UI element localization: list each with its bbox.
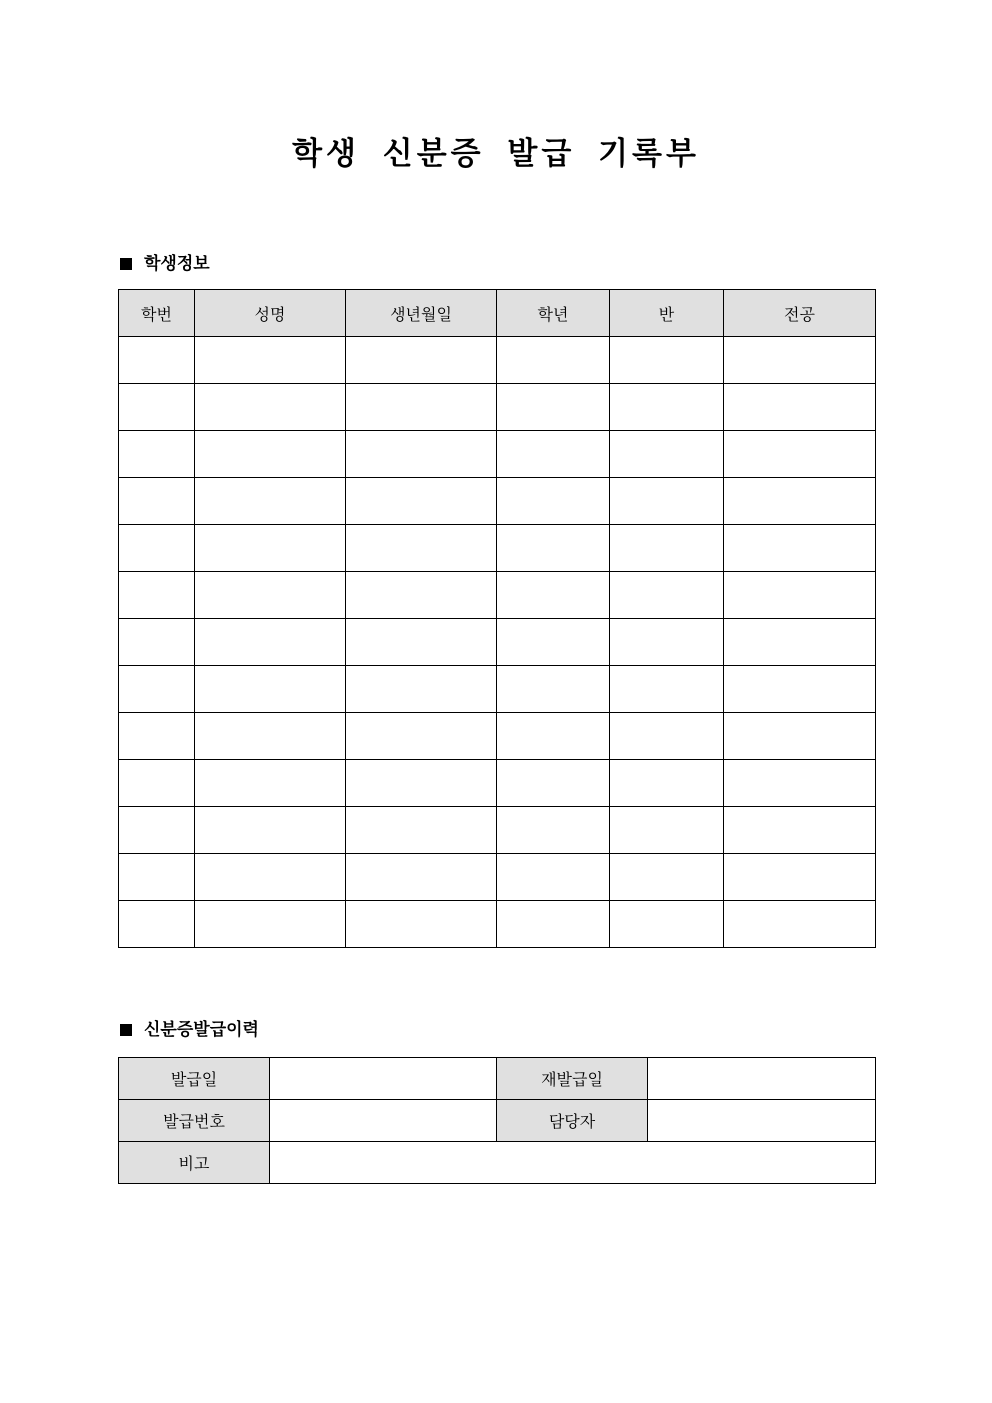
- student-id-cell[interactable]: [119, 337, 195, 384]
- major-cell[interactable]: [724, 525, 876, 572]
- table-row: [119, 1100, 876, 1142]
- table-row: [119, 760, 876, 807]
- birthdate-cell[interactable]: [346, 525, 497, 572]
- column-header-name: 성명: [195, 290, 346, 337]
- reissue-date-label: 재발급일: [497, 1058, 648, 1100]
- grade-cell[interactable]: [497, 854, 610, 901]
- major-cell[interactable]: [724, 901, 876, 948]
- grade-cell[interactable]: [497, 478, 610, 525]
- student-id-cell[interactable]: [119, 431, 195, 478]
- student-id-cell[interactable]: [119, 619, 195, 666]
- name-cell[interactable]: [195, 525, 346, 572]
- name-cell[interactable]: [195, 901, 346, 948]
- table-row: [119, 1058, 876, 1100]
- grade-cell[interactable]: [497, 431, 610, 478]
- major-cell[interactable]: [724, 713, 876, 760]
- student-id-cell[interactable]: [119, 854, 195, 901]
- column-header-class: 반: [610, 290, 724, 337]
- column-header-student-id: 학번: [119, 290, 195, 337]
- table-row: [119, 807, 876, 854]
- table-row: [119, 431, 876, 478]
- major-cell[interactable]: [724, 619, 876, 666]
- name-cell[interactable]: [195, 572, 346, 619]
- major-cell[interactable]: [724, 431, 876, 478]
- birthdate-cell[interactable]: [346, 619, 497, 666]
- table-row: [119, 337, 876, 384]
- issue-number-label: 발급번호: [119, 1100, 270, 1142]
- page-title: 학생 신분증 발급 기록부: [292, 136, 700, 172]
- table-row: [119, 619, 876, 666]
- issue-date-field[interactable]: [270, 1058, 497, 1100]
- birthdate-cell[interactable]: [346, 337, 497, 384]
- birthdate-cell[interactable]: [346, 713, 497, 760]
- table-row: [119, 572, 876, 619]
- student-id-cell[interactable]: [119, 901, 195, 948]
- issue-history-heading-label: 신분증발급이력: [144, 1020, 259, 1040]
- table-row: [119, 666, 876, 713]
- student-id-cell[interactable]: [119, 713, 195, 760]
- name-cell[interactable]: [195, 431, 346, 478]
- class-cell[interactable]: [610, 713, 724, 760]
- major-cell[interactable]: [724, 478, 876, 525]
- class-cell[interactable]: [610, 478, 724, 525]
- class-cell[interactable]: [610, 854, 724, 901]
- remarks-field[interactable]: [270, 1142, 876, 1184]
- major-cell[interactable]: [724, 572, 876, 619]
- grade-cell[interactable]: [497, 760, 610, 807]
- square-bullet-icon: [120, 1024, 132, 1036]
- table-row: [119, 854, 876, 901]
- birthdate-cell[interactable]: [346, 572, 497, 619]
- student-info-heading: [120, 252, 210, 276]
- major-cell[interactable]: [724, 384, 876, 431]
- table-row: [119, 384, 876, 431]
- name-cell[interactable]: [195, 478, 346, 525]
- class-cell[interactable]: [610, 619, 724, 666]
- square-bullet-icon: [120, 258, 132, 270]
- grade-cell[interactable]: [497, 525, 610, 572]
- table-row: [119, 525, 876, 572]
- major-cell[interactable]: [724, 666, 876, 713]
- student-id-cell[interactable]: [119, 807, 195, 854]
- student-table-body: [119, 337, 876, 948]
- birthdate-cell[interactable]: [346, 431, 497, 478]
- major-cell[interactable]: [724, 337, 876, 384]
- grade-cell[interactable]: [497, 619, 610, 666]
- grade-cell[interactable]: [497, 384, 610, 431]
- name-cell[interactable]: [195, 666, 346, 713]
- grade-cell[interactable]: [497, 807, 610, 854]
- birthdate-cell[interactable]: [346, 807, 497, 854]
- student-id-cell[interactable]: [119, 572, 195, 619]
- student-id-cell[interactable]: [119, 478, 195, 525]
- birthdate-cell[interactable]: [346, 854, 497, 901]
- major-cell[interactable]: [724, 760, 876, 807]
- birthdate-cell[interactable]: [346, 901, 497, 948]
- birthdate-cell[interactable]: [346, 760, 497, 807]
- grade-cell[interactable]: [497, 713, 610, 760]
- table-row: [119, 1142, 876, 1184]
- grade-cell[interactable]: [497, 901, 610, 948]
- class-cell[interactable]: [610, 901, 724, 948]
- class-cell[interactable]: [610, 384, 724, 431]
- name-cell[interactable]: [195, 337, 346, 384]
- table-row: [119, 478, 876, 525]
- table-row: [119, 713, 876, 760]
- student-id-cell[interactable]: [119, 384, 195, 431]
- birthdate-cell[interactable]: [346, 478, 497, 525]
- remarks-label: 비고: [119, 1142, 270, 1184]
- student-id-cell[interactable]: [119, 666, 195, 713]
- issue-date-label: 발급일: [119, 1058, 270, 1100]
- issue-history-heading: [120, 1018, 259, 1042]
- student-id-cell[interactable]: [119, 525, 195, 572]
- student-id-cell[interactable]: [119, 760, 195, 807]
- manager-label: 담당자: [497, 1100, 648, 1142]
- class-cell[interactable]: [610, 525, 724, 572]
- issue-history-table: [118, 1057, 876, 1184]
- major-cell[interactable]: [724, 807, 876, 854]
- table-row: [119, 901, 876, 948]
- name-cell[interactable]: [195, 760, 346, 807]
- grade-cell[interactable]: [497, 666, 610, 713]
- grade-cell[interactable]: [497, 572, 610, 619]
- student-table-header-row: [119, 290, 876, 337]
- column-header-birthdate: 생년월일: [346, 290, 497, 337]
- name-cell[interactable]: [195, 854, 346, 901]
- class-cell[interactable]: [610, 807, 724, 854]
- column-header-grade: 학년: [497, 290, 610, 337]
- manager-field[interactable]: [648, 1100, 876, 1142]
- class-cell[interactable]: [610, 337, 724, 384]
- name-cell[interactable]: [195, 713, 346, 760]
- birthdate-cell[interactable]: [346, 666, 497, 713]
- reissue-date-field[interactable]: [648, 1058, 876, 1100]
- name-cell[interactable]: [195, 807, 346, 854]
- class-cell[interactable]: [610, 431, 724, 478]
- grade-cell[interactable]: [497, 337, 610, 384]
- name-cell[interactable]: [195, 384, 346, 431]
- class-cell[interactable]: [610, 760, 724, 807]
- class-cell[interactable]: [610, 572, 724, 619]
- major-cell[interactable]: [724, 854, 876, 901]
- class-cell[interactable]: [610, 666, 724, 713]
- student-info-heading-label: 학생정보: [144, 254, 210, 274]
- name-cell[interactable]: [195, 619, 346, 666]
- issue-number-field[interactable]: [270, 1100, 497, 1142]
- column-header-major: 전공: [724, 290, 876, 337]
- student-info-table: [118, 289, 876, 948]
- birthdate-cell[interactable]: [346, 384, 497, 431]
